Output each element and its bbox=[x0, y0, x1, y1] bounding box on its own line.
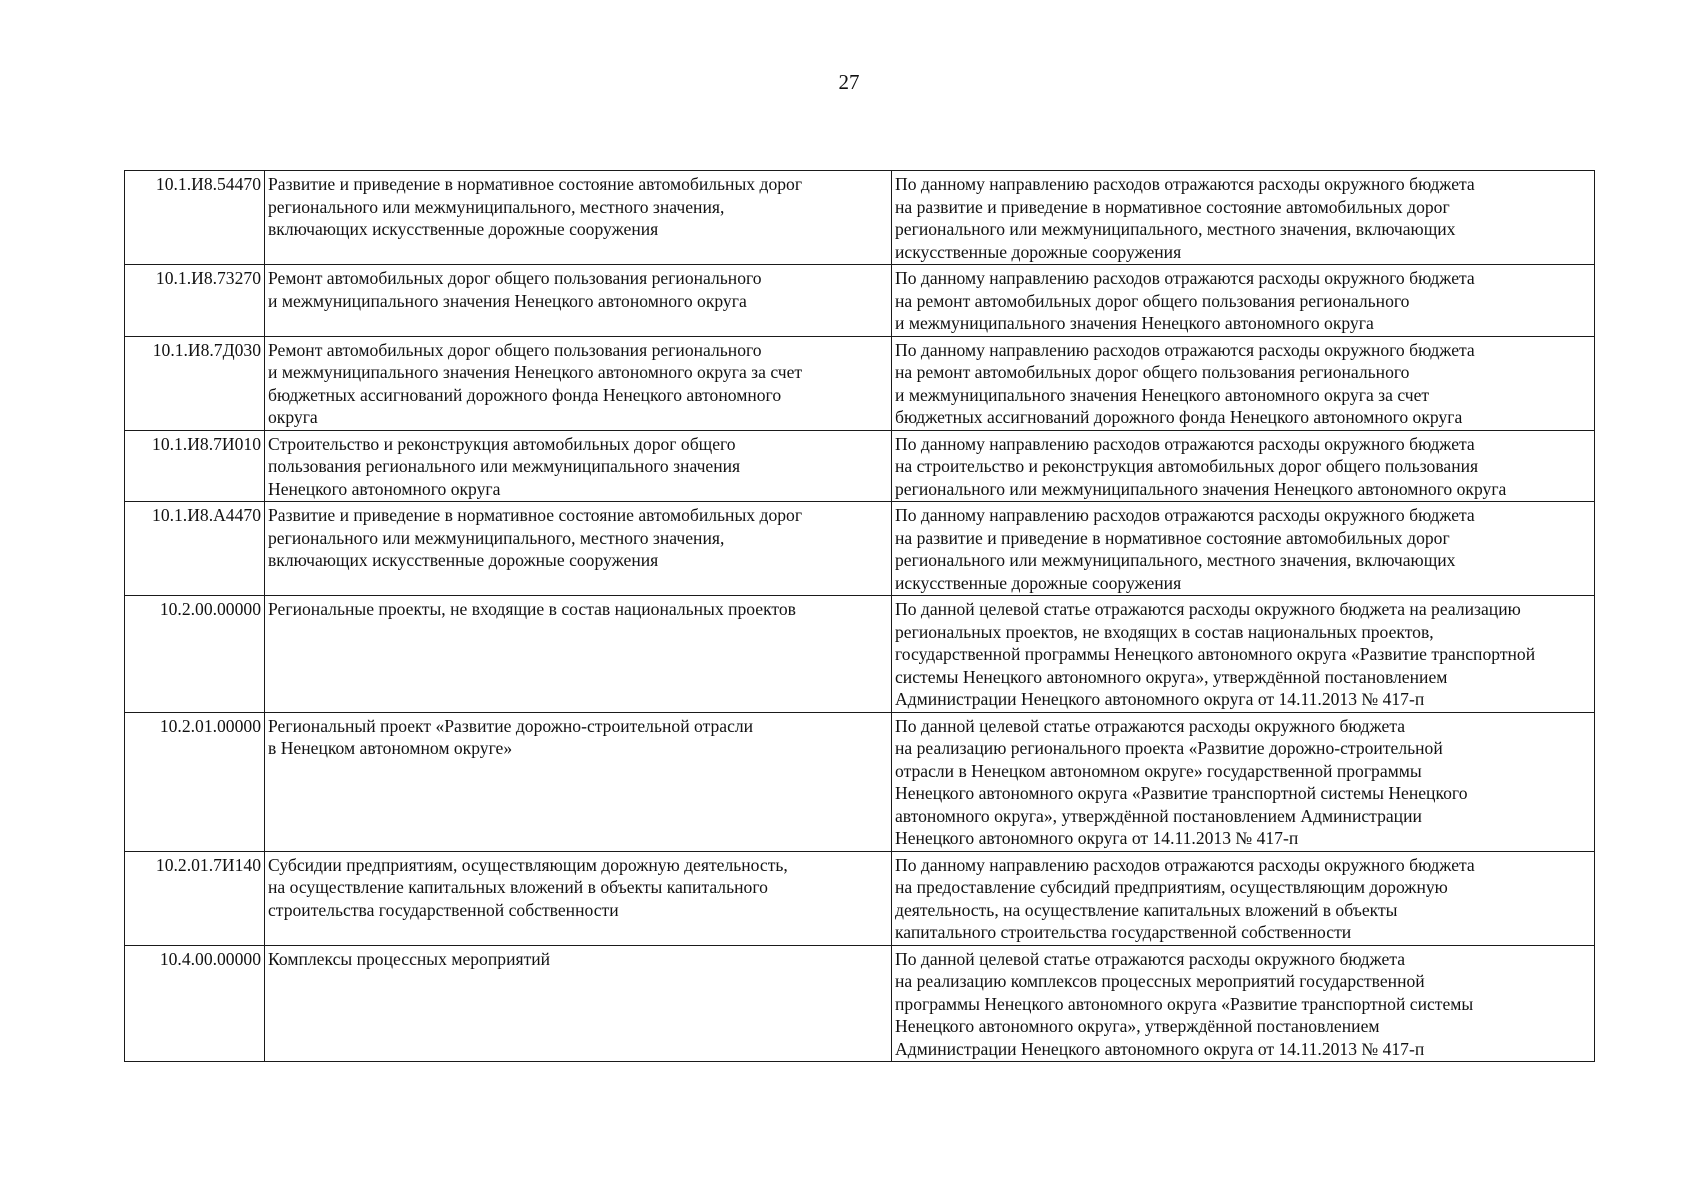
target-article-name: Развитие и приведение в нормативное состояние автомобильных дорог регионального или межмуниципального, местного значения, включающих искусственные дорожные сооружения bbox=[265, 171, 892, 265]
table-row bbox=[125, 336, 1595, 430]
table-row bbox=[125, 430, 1595, 502]
target-article-name: Строительство и реконструкция автомобильных дорог общего пользования регионального или межмуниципального значения Ненецкого автономного округа bbox=[265, 430, 892, 502]
target-article-code: 10.1.И8.73270 bbox=[125, 265, 265, 337]
target-article-code: 10.1.И8.А4470 bbox=[125, 502, 265, 596]
table-row bbox=[125, 502, 1595, 596]
target-article-code: 10.1.И8.7И010 bbox=[125, 430, 265, 502]
target-article-description: По данному направлению расходов отражаются расходы окружного бюджета на развитие и приведение в нормативное состояние автомобильных дорог регионального или межмуниципального, местного значения, включающих искусственные дорожные сооружения bbox=[892, 171, 1595, 265]
target-article-description: По данному направлению расходов отражаются расходы окружного бюджета на ремонт автомобильных дорог общего пользования регионального и межмуниципального значения Ненецкого автономного округа за счет бюджетных ассигнований дорожного фонда Ненецкого автономного округа bbox=[892, 336, 1595, 430]
target-article-description: По данной целевой статье отражаются расходы окружного бюджета на реализацию комплексов процессных мероприятий государственной программы Ненецкого автономного округа «Развитие транспортной системы Ненецкого автономного округа», утверждённой постановлением Администрации Ненецкого автономного округа от 14.11.2013 № 417-п bbox=[892, 945, 1595, 1062]
target-article-description: По данному направлению расходов отражаются расходы окружного бюджета на развитие и приведение в нормативное состояние автомобильных дорог регионального или межмуниципального, местного значения, включающих искусственные дорожные сооружения bbox=[892, 502, 1595, 596]
target-article-name: Комплексы процессных мероприятий bbox=[265, 945, 892, 1062]
target-article-name: Ремонт автомобильных дорог общего пользования регионального и межмуниципального значения Ненецкого автономного округа bbox=[265, 265, 892, 337]
target-article-description: По данному направлению расходов отражаются расходы окружного бюджета на ремонт автомобильных дорог общего пользования регионального и межмуниципального значения Ненецкого автономного округа bbox=[892, 265, 1595, 337]
page-number: 27 bbox=[838, 70, 860, 94]
target-article-code: 10.2.01.7И140 bbox=[125, 851, 265, 945]
target-article-name: Региональные проекты, не входящие в состав национальных проектов bbox=[265, 596, 892, 713]
table-row bbox=[125, 712, 1595, 851]
target-article-code: 10.1.И8.54470 bbox=[125, 171, 265, 265]
target-article-name: Развитие и приведение в нормативное состояние автомобильных дорог регионального или межмуниципального, местного значения, включающих искусственные дорожные сооружения bbox=[265, 502, 892, 596]
target-article-name: Субсидии предприятиям, осуществляющим дорожную деятельность, на осуществление капитальных вложений в объекты капитального строительства государственной собственности bbox=[265, 851, 892, 945]
target-article-description: По данной целевой статье отражаются расходы окружного бюджета на реализацию региональных проектов, не входящих в состав национальных проектов, государственной программы Ненецкого автономного округа «Развитие транспортной системы Ненецкого автономного округа», утверждённой постановлением Администрации Ненецкого автономного округа от 14.11.2013 № 417-п bbox=[892, 596, 1595, 713]
target-article-description: По данному направлению расходов отражаются расходы окружного бюджета на строительство и реконструкция автомобильных дорог общего пользования регионального или межмуниципального значения Ненецкого автономного округа bbox=[892, 430, 1595, 502]
target-article-name: Ремонт автомобильных дорог общего пользования регионального и межмуниципального значения Ненецкого автономного округа за счет бюджетных ассигнований дорожного фонда Ненецкого автономного округа bbox=[265, 336, 892, 430]
table-row bbox=[125, 945, 1595, 1062]
target-article-description: По данной целевой статье отражаются расходы окружного бюджета на реализацию регионального проекта «Развитие дорожно-строительной отрасли в Ненецком автономном округе» государственной программы Ненецкого автономного округа «Развитие транспортной системы Ненецкого автономного округа», утверждённой постановлением Администрации Ненецкого автономного округа от 14.11.2013 № 417-п bbox=[892, 712, 1595, 851]
table-row bbox=[125, 851, 1595, 945]
table-row bbox=[125, 265, 1595, 337]
target-article-description: По данному направлению расходов отражаются расходы окружного бюджета на предоставление субсидий предприятиям, осуществляющим дорожную деятельность, на осуществление капитальных вложений в объекты капитального строительства государственной собственности bbox=[892, 851, 1595, 945]
target-article-code: 10.2.01.00000 bbox=[125, 712, 265, 851]
target-article-name: Региональный проект «Развитие дорожно-строительной отрасли в Ненецком автономном округе» bbox=[265, 712, 892, 851]
target-article-code: 10.1.И8.7Д030 bbox=[125, 336, 265, 430]
budget-classification-table bbox=[124, 170, 1595, 1062]
table-row bbox=[125, 171, 1595, 265]
target-article-code: 10.4.00.00000 bbox=[125, 945, 265, 1062]
target-article-code: 10.2.00.00000 bbox=[125, 596, 265, 713]
table-row bbox=[125, 596, 1595, 713]
